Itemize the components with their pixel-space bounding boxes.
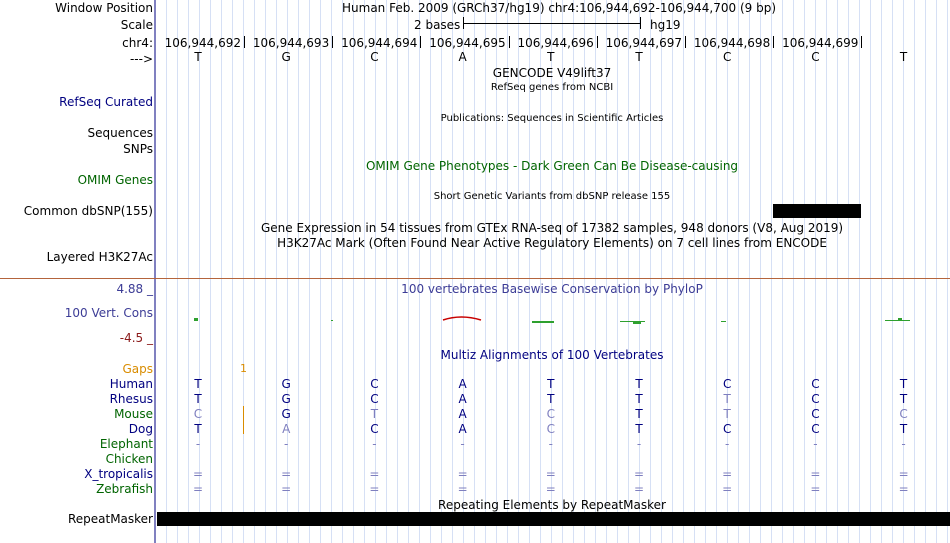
h3k27ac-track-title[interactable]: H3K27Ac Mark (Often Found Near Active Regulatory Elements) on 7 cell lines from ENCODE xyxy=(277,236,827,250)
alignment-base: C xyxy=(811,392,820,406)
alignment-base: T xyxy=(723,407,731,421)
alignment-base: C xyxy=(722,422,732,436)
alignment-base: T xyxy=(635,392,643,406)
window-position-label: Window Position xyxy=(55,1,153,15)
phylop-min-value: -4.5 _ xyxy=(119,331,153,345)
gaps-count: 1 xyxy=(240,362,247,375)
position-tick xyxy=(509,36,510,48)
reference-base: T xyxy=(547,50,555,64)
reference-base: T xyxy=(899,50,908,64)
alignment-base: C xyxy=(370,377,379,391)
position-tick xyxy=(420,36,421,48)
position-tick xyxy=(773,36,774,48)
alignment-base: T xyxy=(899,422,908,436)
repeatmasker-feature[interactable] xyxy=(157,512,950,526)
alignment-base: T xyxy=(635,407,643,421)
alignment-base: T xyxy=(547,377,555,391)
scale-bar xyxy=(463,23,640,24)
reference-base: C xyxy=(811,50,820,64)
species-label-rhesus[interactable]: Rhesus xyxy=(109,392,153,406)
alignment-base: T xyxy=(194,377,202,391)
alignment-base: - xyxy=(636,437,642,451)
omim-track-title[interactable]: OMIM Gene Phenotypes - Dark Green Can Be Disease-causing xyxy=(365,159,739,173)
refseq-track-subtitle[interactable]: RefSeq genes from NCBI xyxy=(490,82,614,93)
gap-marker xyxy=(243,406,244,434)
position-tick xyxy=(597,36,598,48)
omim-genes-label[interactable]: OMIM Genes xyxy=(77,173,153,187)
snps-label[interactable]: SNPs xyxy=(123,142,153,156)
position-label: 106,944,699 xyxy=(782,36,859,50)
track-separator xyxy=(0,278,950,279)
alignment-base: = xyxy=(898,482,909,496)
alignment-base: C xyxy=(899,407,908,421)
dbsnp-track-title[interactable]: Short Genetic Variants from dbSNP release 155 xyxy=(433,191,671,202)
alignment-base: = xyxy=(545,467,556,481)
alignment-base: = xyxy=(457,482,468,496)
alignment-base: = xyxy=(192,482,204,496)
alignment-base: = xyxy=(369,467,380,481)
position-tick xyxy=(244,36,245,48)
position-label: 106,944,693 xyxy=(252,36,330,50)
alignment-base: - xyxy=(372,437,377,451)
alignment-base: = xyxy=(633,482,645,496)
alignment-base: C xyxy=(546,407,555,421)
dbsnp-label[interactable]: Common dbSNP(155) xyxy=(23,204,153,218)
alignment-base: = xyxy=(633,467,645,481)
alignment-base: T xyxy=(635,377,643,391)
reference-base: G xyxy=(281,50,291,64)
alignment-base: = xyxy=(898,467,909,481)
alignment-base: - xyxy=(284,437,289,451)
alignment-base: G xyxy=(281,407,291,421)
alignment-base: = xyxy=(192,467,204,481)
alignment-base: A xyxy=(458,422,467,436)
alignment-base: C xyxy=(811,422,820,436)
repeatmasker-label[interactable]: RepeatMasker xyxy=(67,512,153,526)
scale-bar-right-tick xyxy=(640,17,641,29)
species-label-dog[interactable]: Dog xyxy=(128,422,153,436)
species-label-human[interactable]: Human xyxy=(109,377,153,391)
position-tick xyxy=(332,36,333,48)
alignment-base: = xyxy=(281,467,292,481)
scale-bases: 2 bases xyxy=(414,18,461,32)
gencode-track-title[interactable]: GENCODE V49lift37 xyxy=(492,66,612,80)
alignment-base: = xyxy=(810,482,821,496)
position-label: 106,944,692 xyxy=(164,36,241,50)
alignment-base: T xyxy=(899,377,908,391)
alignment-base: A xyxy=(458,407,467,421)
strand-label: ---> xyxy=(129,52,153,66)
alignment-base: = xyxy=(281,482,292,496)
position-label: 106,944,695 xyxy=(429,36,506,50)
alignment-base: A xyxy=(282,422,291,436)
alignment-base: T xyxy=(723,392,731,406)
reference-base: T xyxy=(194,50,202,64)
h3k27ac-label[interactable]: Layered H3K27Ac xyxy=(46,250,153,264)
reference-base: C xyxy=(722,50,732,64)
species-label-chicken[interactable]: Chicken xyxy=(105,452,153,466)
phylop-wiggle xyxy=(155,300,950,340)
sequences-label[interactable]: Sequences xyxy=(87,126,153,140)
position-label: 106,944,694 xyxy=(341,36,418,50)
alignment-base: T xyxy=(370,407,379,421)
repeatmasker-track-title[interactable]: Repeating Elements by RepeatMasker xyxy=(438,498,666,512)
alignment-base: C xyxy=(193,407,203,421)
alignment-base: T xyxy=(194,392,202,406)
alignment-base: - xyxy=(460,437,465,451)
alignment-base: - xyxy=(901,437,906,451)
scale-assembly: hg19 xyxy=(650,18,681,32)
publications-track-title[interactable]: Publications: Sequences in Scientific Articles xyxy=(440,113,664,124)
window-position-text: Human Feb. 2009 (GRCh37/hg19) chr4:106,944,692-106,944,700 (9 bp) xyxy=(342,1,777,15)
gaps-label[interactable]: Gaps xyxy=(122,362,153,376)
scale-label: Scale xyxy=(120,18,153,32)
alignment-base: C xyxy=(811,407,820,421)
alignment-base: T xyxy=(547,392,555,406)
phylop-track-title[interactable]: 100 vertebrates Basewise Conservation by PhyloP xyxy=(401,282,703,296)
alignment-base: = xyxy=(810,467,821,481)
position-label: 106,944,698 xyxy=(693,36,771,50)
dbsnp-feature[interactable] xyxy=(773,204,861,218)
phylop-label[interactable]: 100 Vert. Cons xyxy=(64,306,153,320)
alignment-base: T xyxy=(194,422,202,436)
alignment-base: = xyxy=(722,467,733,481)
multiz-track-title[interactable]: Multiz Alignments of 100 Vertebrates xyxy=(440,348,664,362)
alignment-base: = xyxy=(457,467,468,481)
alignment-base: C xyxy=(370,422,379,436)
phylop-max-value: 4.88 _ xyxy=(116,282,153,296)
alignment-base: C xyxy=(370,392,379,406)
species-label-zebrafish[interactable]: Zebrafish xyxy=(96,482,153,496)
alignment-base: A xyxy=(458,377,467,391)
alignment-base: = xyxy=(722,482,733,496)
reference-base: A xyxy=(458,50,467,64)
gtex-track-title[interactable]: Gene Expression in 54 tissues from GTEx RNA-seq of 17382 samples, 948 donors (V8, Aug 2019) xyxy=(260,221,844,235)
position-tick xyxy=(685,36,686,48)
alignment-base: T xyxy=(899,392,908,406)
position-label: 106,944,696 xyxy=(517,36,594,50)
species-label-mouse[interactable]: Mouse xyxy=(114,407,153,421)
alignment-base: T xyxy=(635,422,643,436)
position-label: 106,944,697 xyxy=(605,36,682,50)
alignment-base: C xyxy=(722,377,732,391)
alignment-base: C xyxy=(811,377,820,391)
position-tick xyxy=(861,36,862,48)
alignment-base: A xyxy=(458,392,467,406)
reference-base: T xyxy=(635,50,643,64)
reference-base: C xyxy=(370,50,379,64)
alignment-base: - xyxy=(725,437,730,451)
species-label-x_tropicalis[interactable]: X_tropicalis xyxy=(84,467,153,481)
alignment-base: = xyxy=(369,482,380,496)
refseq-curated-label[interactable]: RefSeq Curated xyxy=(59,95,153,109)
alignment-base: G xyxy=(281,392,291,406)
species-label-elephant[interactable]: Elephant xyxy=(99,437,153,451)
alignment-base: - xyxy=(813,437,818,451)
alignment-base: = xyxy=(545,482,556,496)
alignment-base: C xyxy=(546,422,555,436)
chrom-label: chr4: xyxy=(122,36,153,50)
alignment-base: - xyxy=(195,437,201,451)
alignment-base: G xyxy=(281,377,291,391)
alignment-base: - xyxy=(548,437,553,451)
